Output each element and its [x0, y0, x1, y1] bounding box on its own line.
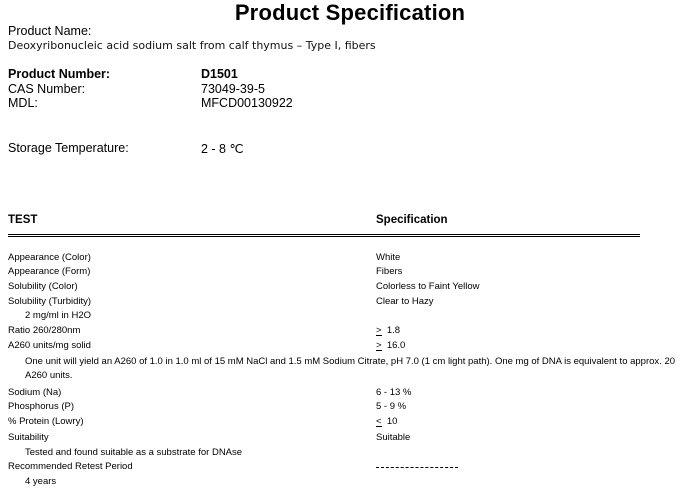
product-name-label: Product Name:: [8, 24, 92, 38]
header-divider: [8, 234, 640, 237]
comparison-symbol: <: [376, 416, 382, 427]
test-solubility-condition: 2 mg/ml in H2O: [25, 310, 91, 321]
test-suitability: Suitability: [8, 432, 49, 443]
page-title: Product Specification: [234, 0, 466, 25]
spec-solubility-color: Colorless to Faint Yellow: [376, 281, 480, 292]
spec-value: 16.0: [386, 340, 406, 351]
test-appearance-form: Appearance (Form): [8, 266, 91, 277]
cas-number-value: 73049-39-5: [201, 82, 265, 96]
spec-solubility-turbidity: Clear to Hazy: [376, 296, 434, 307]
test-retest-value: 4 years: [25, 476, 57, 487]
product-number-value: D1501: [201, 67, 238, 81]
spec-appearance-color: White: [376, 252, 401, 263]
spec-value: 1.8: [386, 325, 401, 336]
product-number-label: Product Number:: [8, 67, 111, 81]
test-suitability-note: Tested and found suitable as a substrate for DNAse: [25, 447, 243, 458]
test-protein-lowry: % Protein (Lowry): [8, 416, 84, 427]
spec-value: 10: [386, 416, 398, 427]
test-ratio-260-280: Ratio 260/280nm: [8, 325, 81, 336]
specification-column-header: Specification: [376, 214, 448, 226]
spec-a260-units: [376, 340, 405, 351]
spec-ratio-260-280: [376, 325, 400, 336]
test-appearance-color: Appearance (Color): [8, 252, 91, 263]
test-sodium: Sodium (Na): [8, 387, 62, 398]
test-solubility-color: Solubility (Color): [8, 281, 78, 292]
a260-unit-note: One unit will yield an A260 of 1.0 in 1.0 ml of 15 mM NaCl and 1.5 mM Sodium Citrate, pH 7.0 (1 cm light path). One mg of DNA is equivalent to approx. 20 A260 units.: [25, 356, 676, 381]
comparison-symbol: >: [376, 340, 382, 351]
test-retest-period: Recommended Retest Period: [8, 461, 133, 472]
test-a260-units: A260 units/mg solid: [8, 340, 91, 351]
cas-number-label: CAS Number:: [8, 82, 86, 96]
comparison-symbol: >: [376, 325, 382, 336]
spec-suitability: Suitable: [376, 432, 411, 443]
product-name-value: Deoxyribonucleic acid sodium salt from calf thymus – Type I, fibers: [8, 39, 376, 52]
test-solubility-turbidity: Solubility (Turbidity): [8, 296, 92, 307]
spec-protein-lowry: [376, 416, 397, 427]
storage-temperature-value: 2 - 8 ℃: [201, 142, 244, 156]
test-column-header: TEST: [8, 214, 38, 226]
mdl-label: MDL:: [8, 96, 38, 110]
spec-appearance-form: Fibers: [376, 266, 403, 277]
spec-phosphorus: 5 - 9 %: [376, 401, 407, 412]
storage-temperature-label: Storage Temperature:: [8, 141, 129, 155]
test-phosphorus: Phosphorus (P): [8, 401, 75, 412]
mdl-value: MFCD00130922: [201, 96, 293, 110]
spec-sodium: 6 - 13 %: [376, 387, 412, 398]
spec-retest-period-blank: [376, 467, 458, 468]
